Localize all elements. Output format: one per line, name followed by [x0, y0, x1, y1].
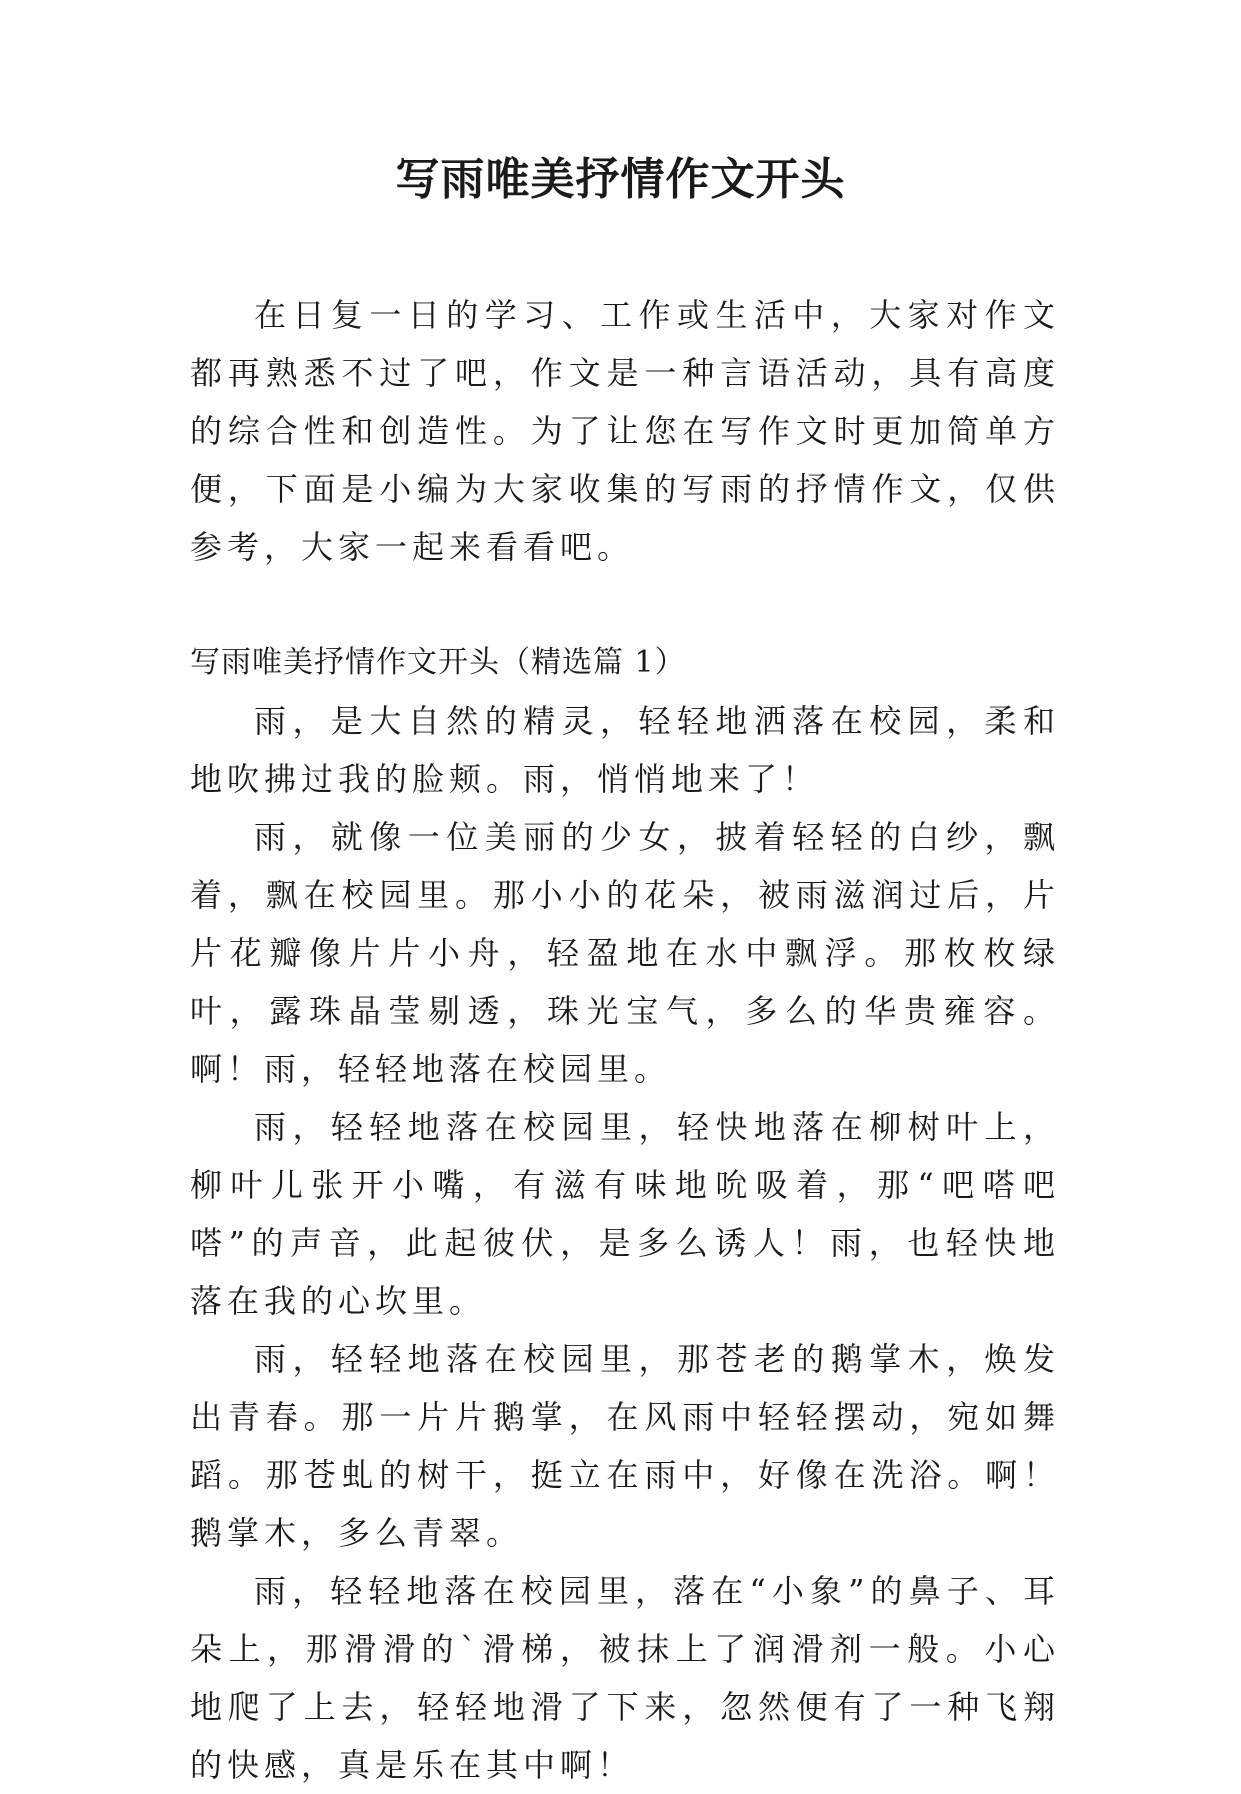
document-title: 写雨唯美抒情作文开头 [395, 154, 846, 205]
section-heading: 写雨唯美抒情作文开头（精选篇 1） [190, 645, 686, 680]
body-paragraph-1: 雨，是大自然的精灵，轻轻地洒落在校园，柔和地吹拂过我的脸颊。雨，悄悄地来了！ [190, 702, 1060, 798]
body-paragraph-5: 雨，轻轻地落在校园里，落在“小象”的鼻子、耳朵上，那滑滑的`滑梯，被抹上了润滑剂一般。小心地爬了上去，轻轻地滑了下来，忽然便有了一种飞翔的快感，真是乐在其中啊！ [190, 1572, 1060, 1784]
body-paragraph-2: 雨，就像一位美丽的少女，披着轻轻的白纱，飘着，飘在校园里。那小小的花朵，被雨滋润过后，片片花瓣像片片小舟，轻盈地在水中飘浮。那枚枚绿叶，露珠晶莹剔透，珠光宝气，多么的华贵雍容。啊！雨，轻轻地落在校园里。 [190, 818, 1060, 1088]
document-body [190, 286, 1060, 1794]
intro-paragraph: 在日复一日的学习、工作或生活中，大家对作文都再熟悉不过了吧，作文是一种言语活动，具有高度的综合性和创造性。为了让您在写作文时更加简单方便，下面是小编为大家收集的写雨的抒情作文，仅供参考，大家一起来看看吧。 [190, 296, 1060, 566]
body-paragraph-3: 雨，轻轻地落在校园里，轻快地落在柳树叶上，柳叶儿张开小嘴，有滋有味地吮吸着，那“吧嗒吧嗒”的声音，此起彼伏，是多么诱人！雨，也轻快地落在我的心坎里。 [190, 1108, 1060, 1320]
body-paragraph-4: 雨，轻轻地落在校园里，那苍老的鹅掌木，焕发出青春。那一片片鹅掌，在风雨中轻轻摆动，宛如舞蹈。那苍虬的树干，挺立在雨中，好像在洗浴。啊！鹅掌木，多么青翠。 [190, 1340, 1060, 1552]
